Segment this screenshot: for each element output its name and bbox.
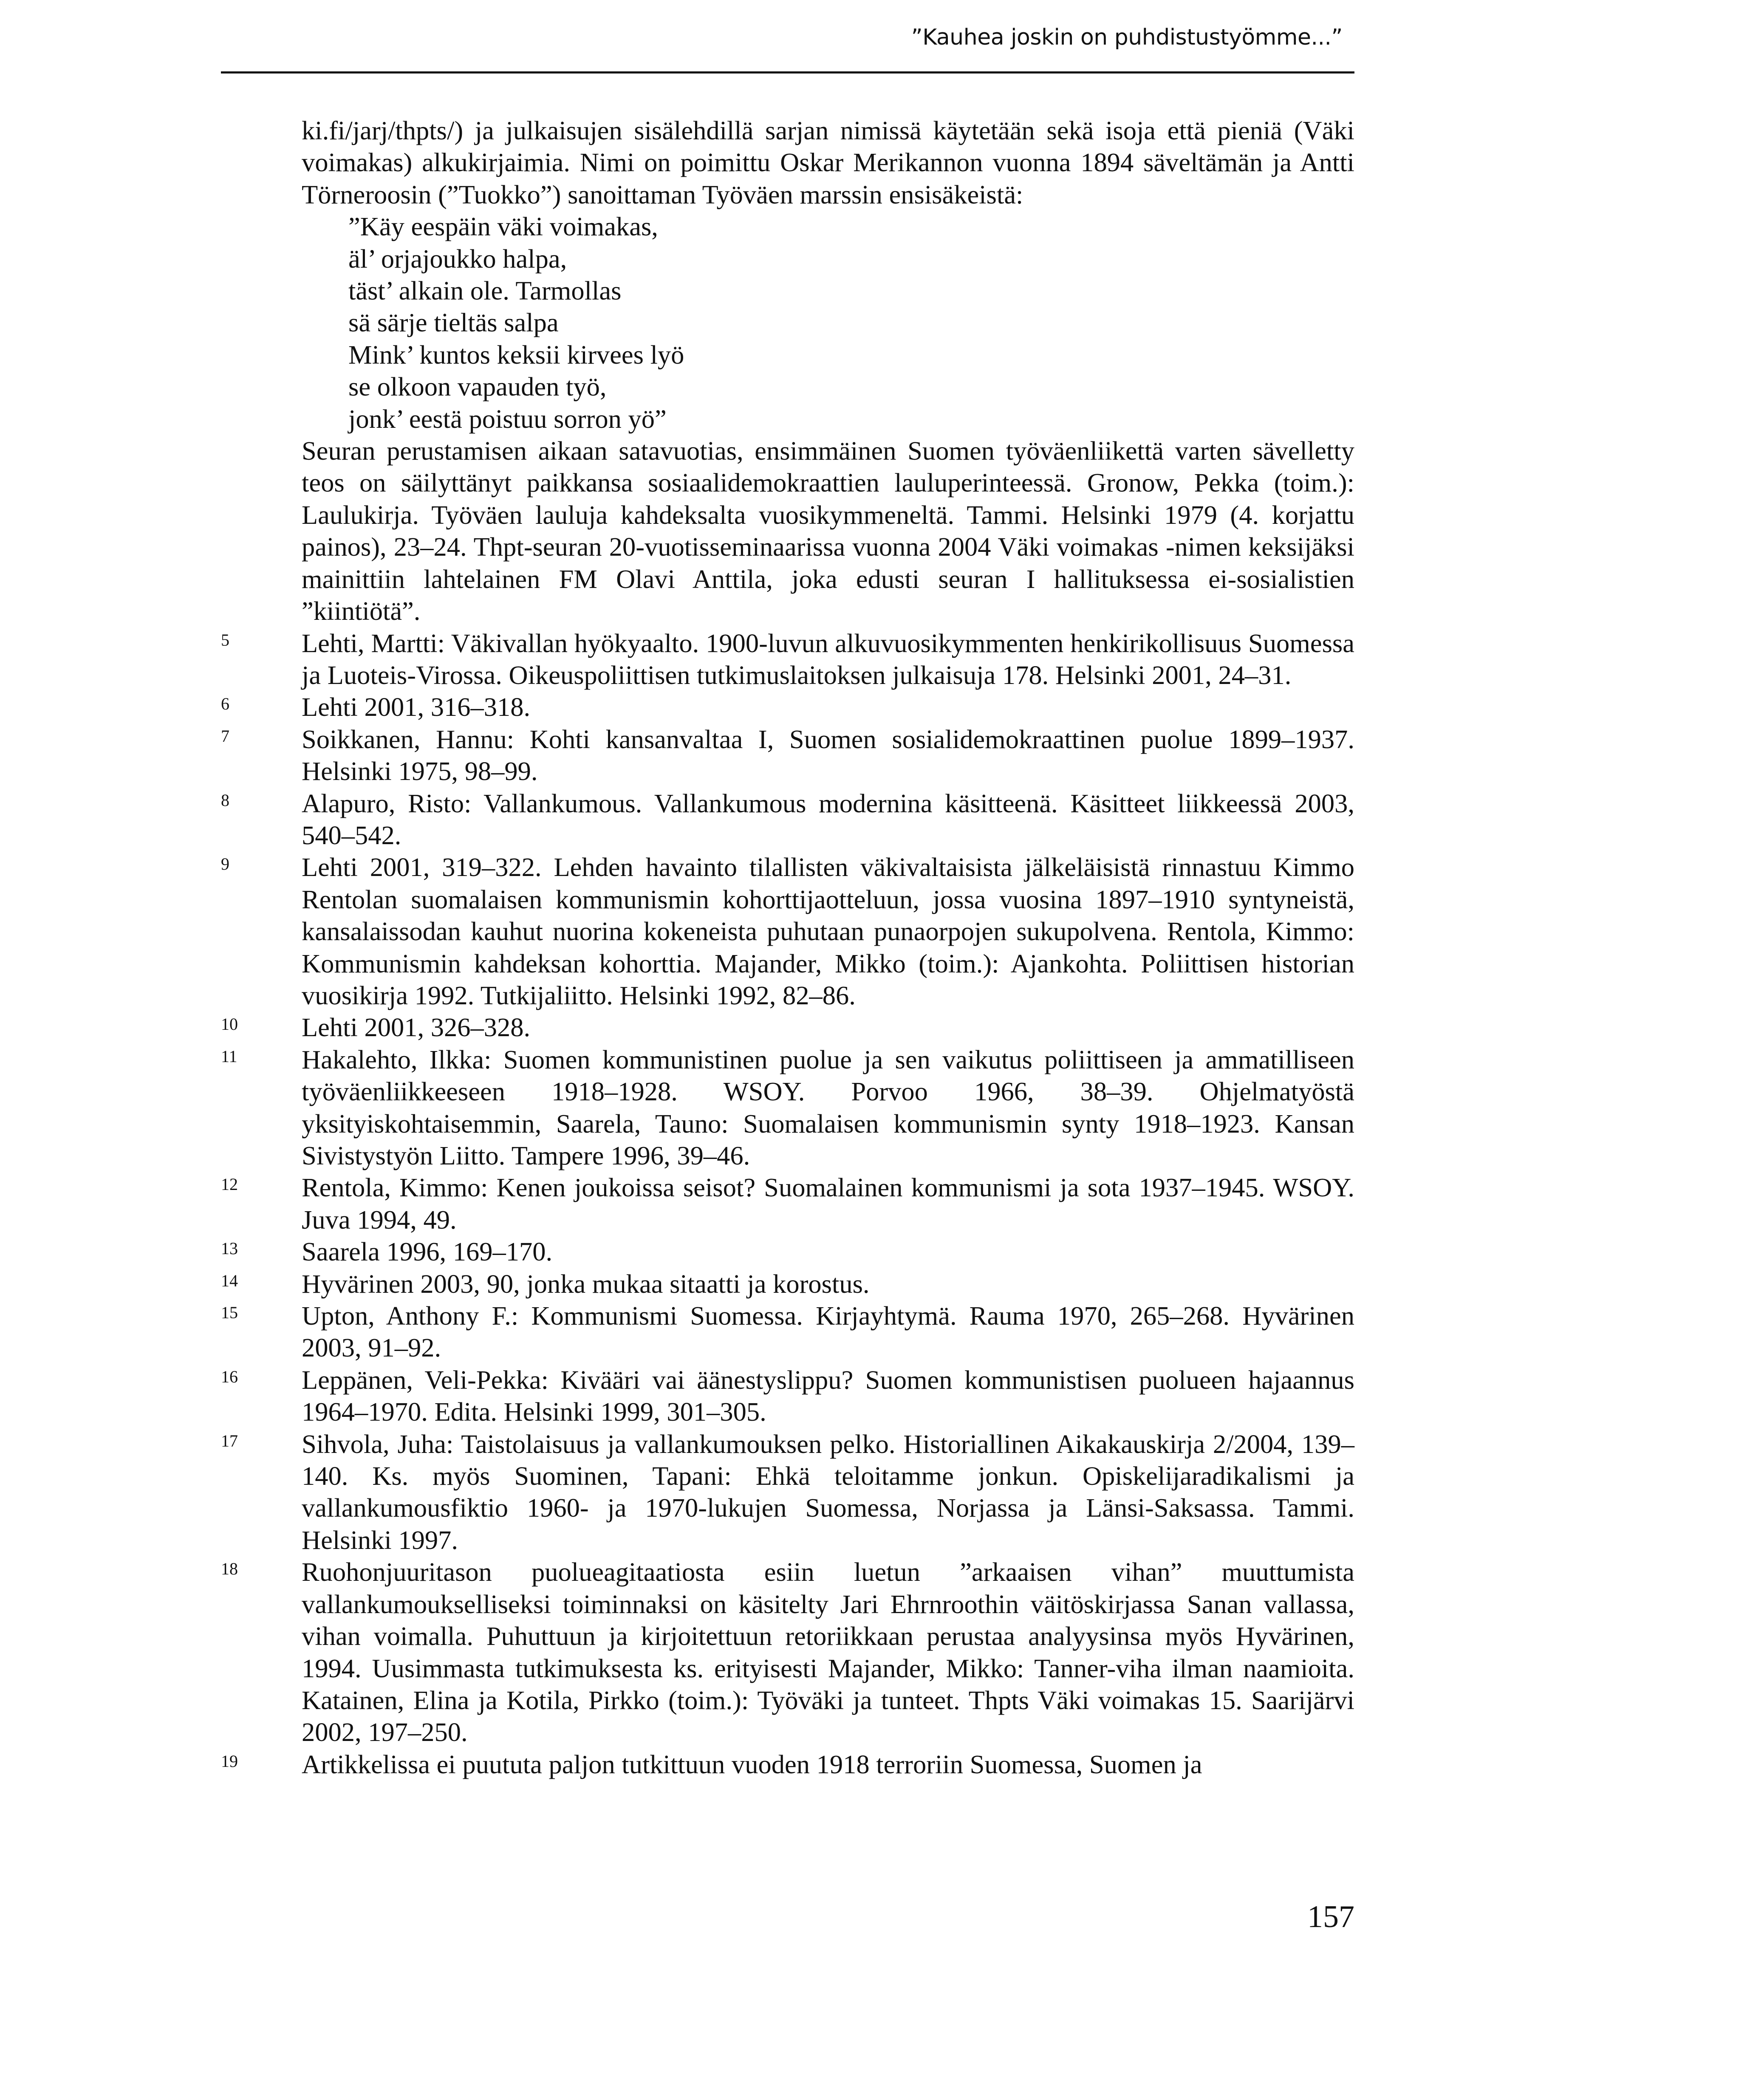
footnote — [221, 1428, 1354, 1557]
footnote-text: Ruohonjuuritason puolueagitaatiosta esiin luetun ”arkaaisen vihan” muuttumista vallankumoukselliseksi toiminnaksi on käsitelty Jari Ehrnroothin väitöskirjassa Sanan vallassa, vihan voimalla. Puhuttuun ja kirjoitettuun retoriikkaan perustaa analyysinsa myös Hyvärinen, 1994. Uusimmasta tutkimuksesta ks. erityisesti Majander, Mikko: Tanner-viha ilman naamioita. Katainen, Elina ja Kotila, Pirkko (toim.): Työväki ja tunteet. Thpts Väki voimakas 15. Saarijärvi 2002, 197–250. — [302, 1557, 1354, 1747]
footnote-text: Soikkanen, Hannu: Kohti kansanvaltaa I, Suomen sosialidemokraattinen puolue 1899–1937. Helsinki 1975, 98–99. — [302, 724, 1354, 786]
footnote-number: 6 — [221, 694, 229, 714]
footnote-text: Lehti 2001, 316–318. — [302, 692, 531, 722]
footnote — [221, 788, 1354, 852]
verse-line: täst’ alkain ole. Tarmollas — [348, 276, 622, 306]
footnote-number: 5 — [221, 630, 229, 650]
footnote — [221, 1236, 1354, 1268]
footnote-number: 12 — [221, 1175, 238, 1194]
header-rule — [221, 71, 1354, 73]
verse-line: jonk’ eestä poistuu sorron yö” — [348, 404, 667, 434]
continued-footnote-intro: ki.fi/jarj/thpts/) ja julkaisujen sisälehdillä sarjan nimissä käytetään sekä isoja että pieniä (Väki voimakas) alkukirjaimia. Nimi on poimittu Oskar Merikannon vuonna 1894 säveltämän ja Antti Törneroosin (”Tuokko”) sanoittaman Työväen marssin ensisäkeistä: — [302, 116, 1354, 209]
footnote — [221, 1172, 1354, 1236]
footnote — [221, 1044, 1354, 1172]
verse-line: se olkoon vapauden työ, — [348, 372, 607, 402]
footnote-number: 10 — [221, 1015, 238, 1034]
footnote — [221, 851, 1354, 1012]
footnote-number: 8 — [221, 790, 229, 810]
footnote — [221, 1556, 1354, 1748]
footnote-text: Artikkelissa ei puututa paljon tutkittuun vuoden 1918 terroriin Suomessa, Suomen ja — [302, 1749, 1202, 1779]
footnote-text: Hakalehto, Ilkka: Suomen kommunistinen puolue ja sen vaikutus poliittiseen ja ammatilliseen työväenliikkeeseen 1918–1928. WSOY. Porvoo 1966, 38–39. Ohjelmatyöstä yksityiskohtaisemmin, Saarela, Tauno: Suomalaisen kommunismin synty 1918–1923. Kansan Sivistystyön Liitto. Tampere 1996, 39–46. — [302, 1044, 1354, 1170]
footnote-text: Alapuro, Risto: Vallankumous. Vallankumous modernina käsitteenä. Käsitteet liikkeessä 2003, 540–542. — [302, 788, 1354, 850]
footnote-text: Leppänen, Veli-Pekka: Kivääri vai äänestyslippu? Suomen kommunistisen puolueen hajaannus 1964–1970. Edita. Helsinki 1999, 301–305. — [302, 1365, 1354, 1427]
footnote-number: 14 — [221, 1271, 238, 1290]
footnote-number: 11 — [221, 1046, 237, 1066]
running-head: ”Kauhea joskin on puhdistustyömme...” — [911, 25, 1343, 50]
footnote-number: 15 — [221, 1303, 238, 1323]
footnote-text: Upton, Anthony F.: Kommunismi Suomessa. Kirjayhtymä. Rauma 1970, 265–268. Hyvärinen 2003, 91–92. — [302, 1301, 1354, 1363]
footnote — [221, 1364, 1354, 1428]
footnote — [221, 691, 1354, 723]
footnote — [221, 1268, 1354, 1300]
footnote-number: 7 — [221, 726, 229, 746]
footnote — [221, 1300, 1354, 1364]
footnote-text: Sihvola, Juha: Taistolaisuus ja vallankumouksen pelko. Historiallinen Aikakauskirja 2/2004, 139–140. Ks. myös Suominen, Tapani: Ehkä teloitamme jonkun. Opiskelijaradikalismi ja vallankumousfiktio 1960- ja 1970-lukujen Suomessa, Norjassa ja Länsi-Saksassa. Tammi. Helsinki 1997. — [302, 1429, 1354, 1555]
footnote-number: 19 — [221, 1751, 238, 1771]
footnote — [221, 1012, 1354, 1043]
verse-line: äl’ orjajoukko halpa, — [348, 243, 567, 274]
footnote-text: Lehti 2001, 326–328. — [302, 1012, 531, 1043]
verse-line: sä särje tieltäs salpa — [348, 308, 559, 338]
verse-line: Mink’ kuntos keksii kirvees lyö — [348, 339, 684, 370]
footnote-text: Lehti 2001, 319–322. Lehden havainto tilallisten väkivaltaisista jälkeläisistä rinnastuu Kimmo Rentolan suomalaisen kommunismin kohorttijaotteluun, jossa vuosina 1897–1910 syntyneistä, kansalaissodan kauhut nuorina kokeneista puhutaan punaorpojen sukupolvena. Rentola, Kimmo: Kommunismin kahdeksan kohorttia. Majander, Mikko (toim.): Ajankohta. Poliittisen historian vuosikirja 1992. Tutkijaliitto. Helsinki 1992, 82–86. — [302, 852, 1354, 1010]
footnote-text: Saarela 1996, 169–170. — [302, 1237, 553, 1267]
continued-footnote-conclusion: Seuran perustamisen aikaan satavuotias, ensimmäinen Suomen työväenliikettä varten sävelletty teos on säilyttänyt paikkansa sosiaalidemokraattien lauluperinteessä. Gronow, Pekka (toim.): Laulukirja. Työväen lauluja kahdeksalta vuosikymmeneltä. Tammi. Helsinki 1979 (4. korjattu painos), 23–24. Thpt-seuran 20-vuotisseminaarissa vuonna 2004 Väki voimakas -nimen keksijäksi mainittiin lahtelainen FM Olavi Anttila, joka edusti seuran I hallituksessa ei-sosialistien ”kiintiötä”. — [302, 436, 1354, 626]
footnote-text: Hyvärinen 2003, 90, jonka mukaa sitaatti ja korostus. — [302, 1269, 870, 1299]
footnote-number: 16 — [221, 1367, 238, 1386]
quoted-verse — [221, 211, 1354, 435]
footnote-number: 17 — [221, 1431, 238, 1450]
footnotes-block — [221, 115, 1354, 1780]
footnote — [221, 723, 1354, 788]
footnote-number: 9 — [221, 854, 229, 874]
footnote-text: Rentola, Kimmo: Kenen joukoissa seisot? Suomalainen kommunismi ja sota 1937–1945. WSOY. Juva 1994, 49. — [302, 1173, 1354, 1235]
footnote — [221, 1749, 1354, 1780]
footnote-number: 13 — [221, 1239, 238, 1258]
verse-line: ”Käy eespäin väki voimakas, — [348, 212, 658, 242]
footnote-number: 18 — [221, 1559, 238, 1579]
page-number: 157 — [1307, 1899, 1354, 1934]
footnote-text: Lehti, Martti: Väkivallan hyökyaalto. 1900-luvun alkuvuosikymmenten henkirikollisuus Suomessa ja Luoteis-Virossa. Oikeuspoliittisen tutkimuslaitoksen julkaisuja 178. Helsinki 2001, 24–31. — [302, 628, 1354, 690]
footnote — [221, 627, 1354, 692]
